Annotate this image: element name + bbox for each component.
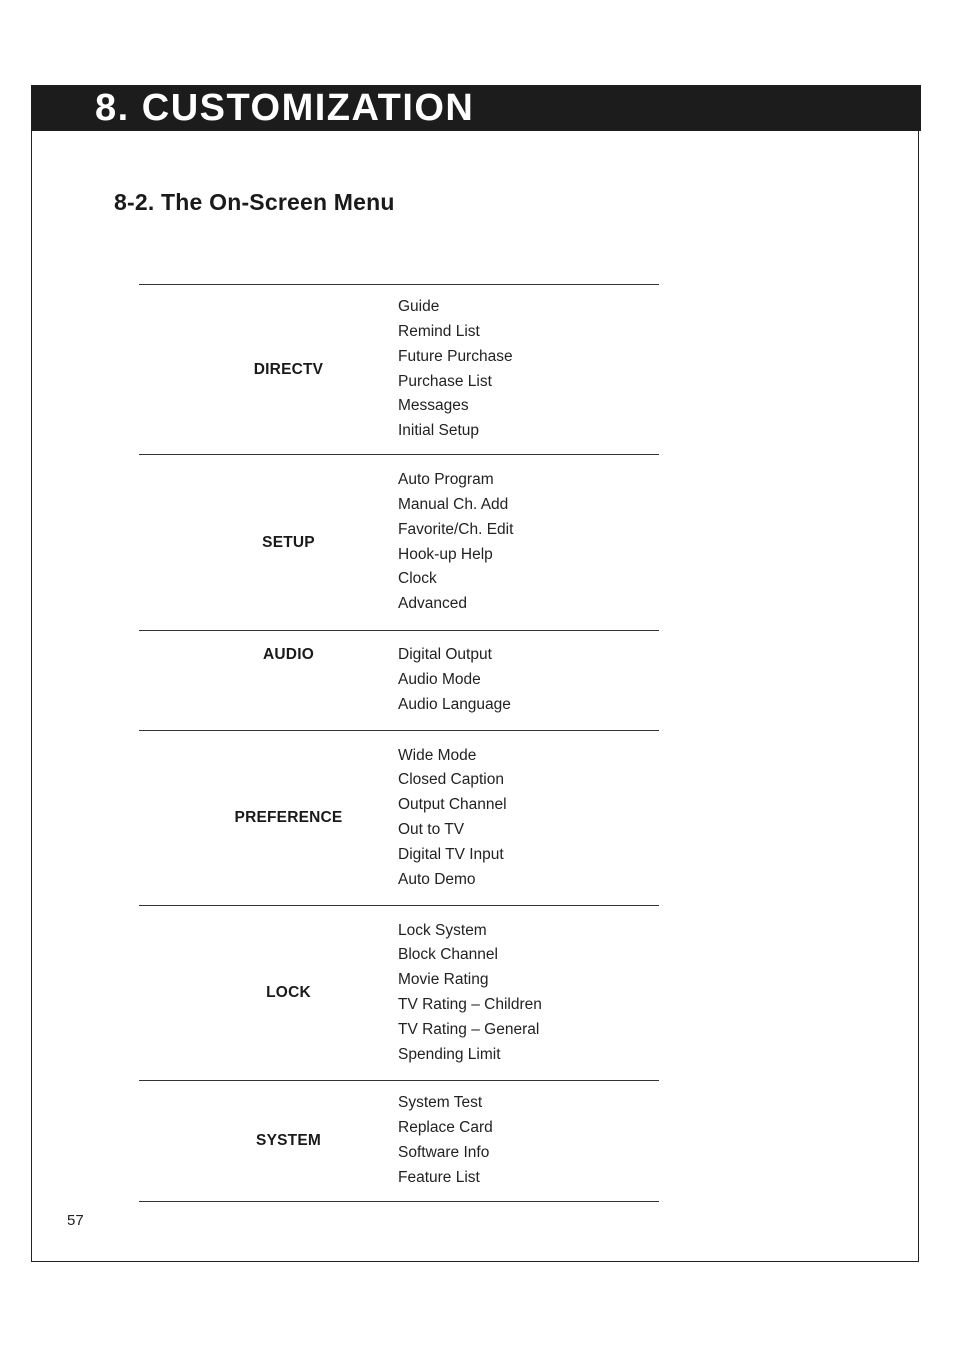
menu-item: Software Info — [398, 1144, 490, 1161]
menu-item: Replace Card — [398, 1119, 493, 1137]
menu-item-list — [398, 919, 659, 1068]
menu-item: Spending Limit — [398, 1045, 501, 1063]
menu-item: Guide — [398, 298, 440, 316]
menu-item: TV Rating – Children — [398, 996, 542, 1013]
menu-item: Auto Demo — [398, 870, 476, 888]
menu-item: Wide Mode — [398, 746, 477, 764]
menu-item-list — [398, 295, 659, 444]
menu-item: Advanced — [398, 595, 467, 613]
menu-item-list — [398, 1091, 659, 1190]
menu-item: Movie Rating — [398, 971, 489, 989]
menu-item: Clock — [398, 570, 437, 588]
menu-item: Hook-up Help — [398, 545, 493, 563]
menu-item-list — [398, 744, 659, 893]
menu-item: Audio Mode — [398, 670, 481, 688]
menu-category-label: SYSTEM — [256, 1132, 321, 1149]
menu-item: TV Rating – General — [398, 1020, 540, 1038]
menu-item: Audio Language — [398, 695, 511, 713]
chapter-header-bar — [31, 85, 921, 131]
menu-item: Messages — [398, 397, 469, 415]
menu-item-list — [398, 643, 659, 717]
menu-row-directv — [139, 285, 659, 455]
menu-category-label: AUDIO — [263, 646, 314, 663]
menu-row-audio — [139, 631, 659, 731]
menu-item-list — [398, 468, 659, 617]
menu-row-lock — [139, 906, 659, 1081]
menu-item: Digital Output — [398, 646, 492, 663]
menu-item: Output Channel — [398, 796, 507, 814]
menu-item: System Test — [398, 1094, 483, 1112]
menu-item: Favorite/Ch. Edit — [398, 520, 514, 538]
menu-item: Remind List — [398, 322, 480, 340]
menu-item: Future Purchase — [398, 347, 513, 365]
menu-category-label: SETUP — [262, 533, 315, 551]
menu-item: Out to TV — [398, 821, 465, 838]
menu-item: Digital TV Input — [398, 845, 504, 863]
menu-row-setup — [139, 455, 659, 631]
menu-item: Lock System — [398, 921, 487, 939]
menu-row-system — [139, 1081, 659, 1202]
section-title: 8-2. The On-Screen Menu — [114, 189, 395, 215]
menu-row-preference — [139, 731, 659, 906]
menu-item: Initial Setup — [398, 422, 479, 440]
menu-item: Feature List — [398, 1168, 480, 1186]
menu-category-label: PREFERENCE — [234, 809, 343, 826]
menu-table — [139, 284, 659, 1202]
menu-item: Auto Program — [398, 471, 494, 489]
menu-item: Block Channel — [398, 946, 498, 964]
chapter-title: 8. CUSTOMIZATION — [95, 87, 475, 129]
menu-item: Closed Caption — [398, 771, 504, 789]
page-number: 57 — [67, 1212, 84, 1229]
menu-category-label: LOCK — [266, 984, 311, 1001]
menu-item: Purchase List — [398, 372, 492, 390]
menu-item: Manual Ch. Add — [398, 495, 509, 513]
menu-category-label: DIRECTV — [253, 360, 324, 378]
